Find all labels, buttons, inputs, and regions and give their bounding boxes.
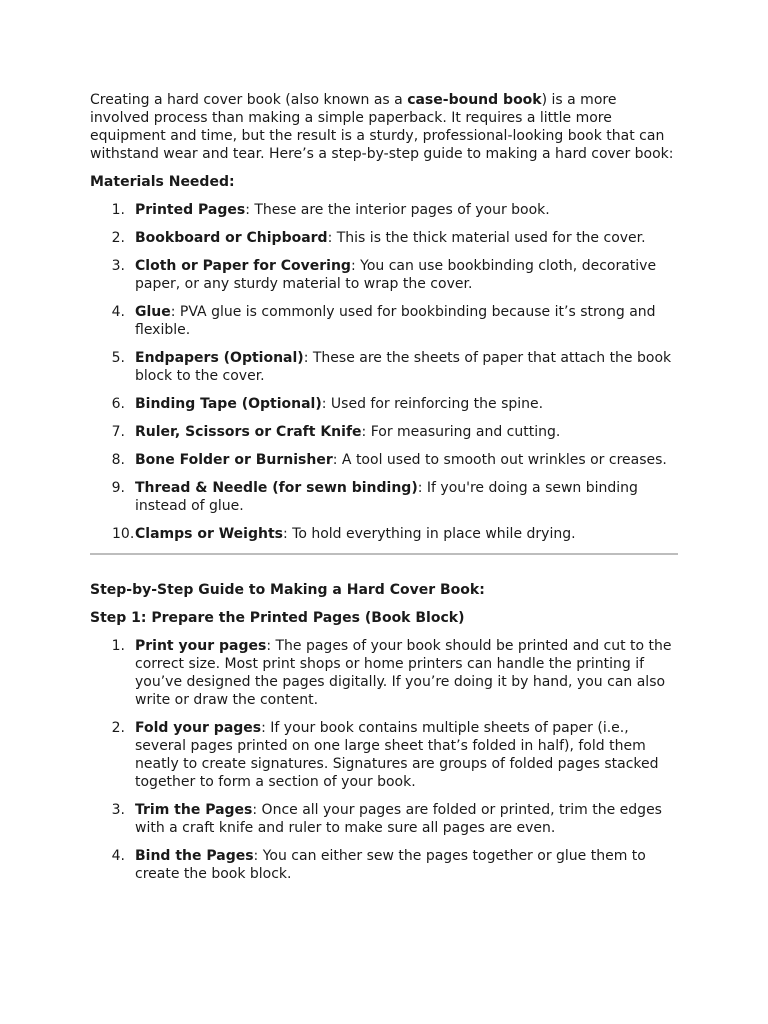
list-item [90, 395, 680, 413]
list-item-desc: : PVA glue is commonly used for bookbinding because it’s strong and flexible. [135, 304, 656, 338]
list-item-desc: : For measuring and cutting. [361, 424, 561, 440]
section-divider [90, 553, 678, 555]
list-item-term: Clamps or Weights [135, 526, 283, 542]
list-number: 2. [111, 230, 125, 246]
list-item-desc: : You can either sew the pages together or glue them to create the book block. [135, 848, 646, 882]
list-number: 8. [111, 452, 125, 468]
list-number: 5. [111, 350, 125, 366]
list-item [90, 349, 680, 385]
list-item-term: Ruler, Scissors or Craft Knife [135, 424, 362, 440]
list-number: 1. [111, 638, 125, 654]
list-item-term: Cloth or Paper for Covering [135, 258, 351, 274]
list-item-desc: : This is the thick material used for the cover. [327, 230, 646, 246]
list-item-term: Glue [135, 304, 171, 320]
list-item [90, 257, 680, 293]
list-item-desc: : If you're doing a sewn binding instead of glue. [135, 480, 638, 514]
document-page [90, 91, 680, 893]
list-number: 2. [111, 720, 125, 736]
list-item-desc: : Used for reinforcing the spine. [321, 396, 544, 412]
list-item-term: Endpapers (Optional) [135, 350, 304, 366]
list-item-desc: : The pages of your book should be printed and cut to the correct size. Most print shops or home printers can handle the printing if you’ve designed the pages digitally. If you’re doing it by hand, you can also write or draw the content. [135, 638, 672, 708]
list-number: 4. [111, 304, 125, 320]
list-item-desc: : You can use bookbinding cloth, decorative paper, or any sturdy material to wrap the cover. [135, 258, 657, 292]
list-number: 1. [111, 202, 125, 218]
guide-heading: Step-by-Step Guide to Making a Hard Cover Book: [90, 582, 485, 598]
step1-list [90, 637, 680, 883]
list-item-desc: : These are the sheets of paper that attach the book block to the cover. [135, 350, 672, 384]
list-item-desc: : A tool used to smooth out wrinkles or creases. [332, 452, 667, 468]
list-item-term: Bookboard or Chipboard [135, 230, 328, 246]
list-number: 3. [111, 258, 125, 274]
list-item-term: Thread & Needle (for sewn binding) [135, 480, 418, 496]
list-item-term: Fold your pages [135, 720, 262, 736]
list-item-term: Trim the Pages [135, 802, 253, 818]
list-item-term: Print your pages [135, 638, 267, 654]
list-item [90, 525, 680, 543]
step1-heading: Step 1: Prepare the Printed Pages (Book Block) [90, 610, 465, 626]
list-item [90, 719, 680, 791]
list-item [90, 801, 680, 837]
list-item-desc: : If your book contains multiple sheets of paper (i.e., several pages printed on one large sheet that’s folded in half), fold them neatly to create signatures. Signatures are groups of folded pages stacked together to form a section of your book. [135, 720, 659, 790]
list-item [90, 451, 680, 469]
list-number: 7. [111, 424, 125, 440]
list-number: 6. [111, 396, 125, 412]
list-item [90, 229, 680, 247]
list-item-desc: : Once all your pages are folded or printed, trim the edges with a craft knife and ruler to make sure all pages are even. [135, 802, 662, 836]
intro-paragraph [90, 91, 680, 163]
list-number: 10. [112, 526, 135, 542]
intro-text-before: Creating a hard cover book (also known as a [90, 92, 408, 108]
materials-heading: Materials Needed: [90, 174, 235, 190]
intro-text-after: ) is a more involved process than making a simple paperback. It requires a little more equipment and time, but the result is a sturdy, professional-looking book that can withstand wear and tear. Here’s a step-by-step guide to making a hard cover book: [90, 92, 674, 162]
list-item-term: Printed Pages [135, 202, 246, 218]
list-item [90, 201, 680, 219]
list-item [90, 303, 680, 339]
list-item-term: Bind the Pages [135, 848, 254, 864]
list-number: 3. [111, 802, 125, 818]
list-item [90, 479, 680, 515]
list-item [90, 847, 680, 883]
list-number: 9. [111, 480, 125, 496]
intro-bold-term: case-bound book [407, 92, 542, 108]
materials-list [90, 201, 680, 543]
list-item-desc: : These are the interior pages of your book. [245, 202, 550, 218]
list-item [90, 637, 680, 709]
list-number: 4. [111, 848, 125, 864]
list-item [90, 423, 680, 441]
list-item-term: Bone Folder or Burnisher [135, 452, 333, 468]
list-item-term: Binding Tape (Optional) [135, 396, 322, 412]
list-item-desc: : To hold everything in place while drying. [282, 526, 576, 542]
